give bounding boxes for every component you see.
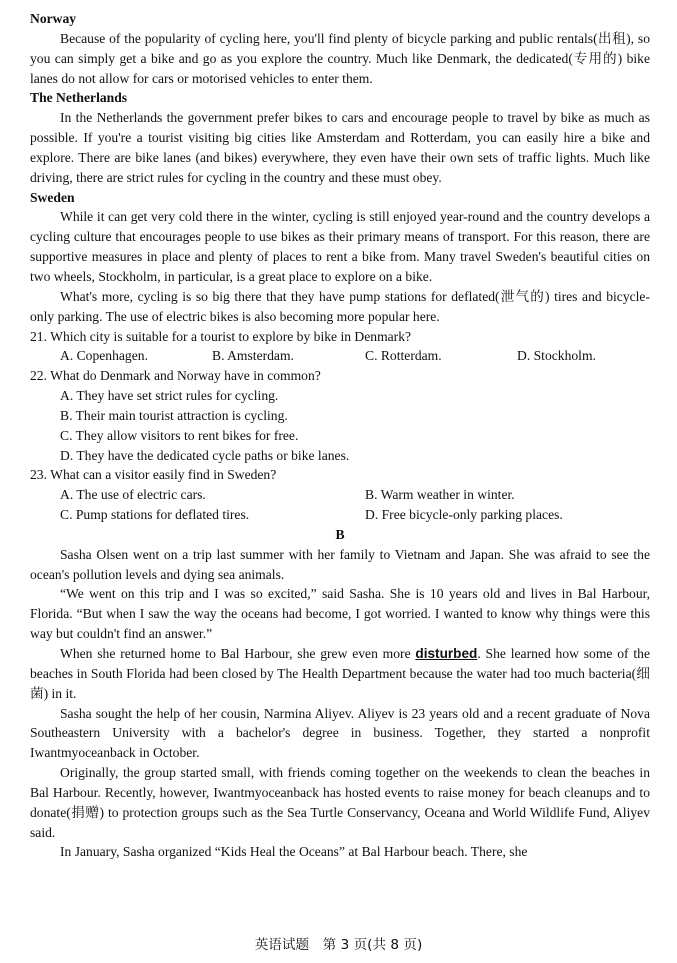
question-21-option-a: A. Copenhagen. <box>60 348 148 364</box>
question-21-options <box>30 346 650 366</box>
passage-b-paragraph-4: Sasha sought the help of her cousin, Narmina Aliyev. Aliyev is 23 years old and a recent graduate of Nova Southeastern University with a bachelor's degree in business. Together, they started a nonprofit Iwantmyoceanback in October. <box>30 705 650 761</box>
question-22-option-a: A. They have set strict rules for cycling. <box>60 388 279 404</box>
question-23-options-row-1 <box>30 485 650 505</box>
question-21-option-b: B. Amsterdam. <box>212 348 294 364</box>
sweden-paragraph-1: While it can get very cold there in the winter, cycling is still enjoyed year-round and the country develops a cycling culture that encourages people to use bikes as their primary means of transport. For this reason, there are supportive measures in place and plenty of places to rent a bike from. Many travel Sweden's beautiful cities on two wheels, Stockholm, in particular, is a great place to explore on a bike. <box>30 209 650 284</box>
question-23-option-c: C. Pump stations for deflated tires. <box>60 507 250 523</box>
question-23-option-a: A. The use of electric cars. <box>60 487 206 503</box>
question-23-option-d: D. Free bicycle-only parking places. <box>365 507 563 523</box>
passage-b-paragraph-2: “We went on this trip and I was so excited,” said Sasha. She is 10 years old and lives in Bal Harbour, Florida. “But when I saw the way the oceans had become, I got worried. I wanted to know why things were this way but couldn't find an answer.” <box>30 586 650 642</box>
passage-b-paragraph-6: In January, Sasha organized “Kids Heal the Oceans” at Bal Harbour beach. There, she <box>60 844 528 860</box>
passage-b-paragraph-3 <box>30 644 650 704</box>
question-22-option-d: D. They have the dedicated cycle paths or bike lanes. <box>60 447 350 463</box>
sweden-paragraph-2: What's more, cycling is so big there that they have pump stations for deflated(泄气的) tires and bicycle-only parking. The use of electric bikes is also becoming more popular here. <box>30 288 650 324</box>
passage-b-paragraph-1: Sasha Olsen went on a trip last summer with her family to Vietnam and Japan. She was afraid to see the ocean's pollution levels and dying sea animals. <box>30 546 650 582</box>
question-21-stem: 21. Which city is suitable for a tourist to explore by bike in Denmark? <box>30 328 412 344</box>
netherlands-paragraph: In the Netherlands the government prefer bikes to cars and encourage people to travel by bike as much as possible. If you're a tourist visiting big cities like Amsterdam and Rotterdam, you can easily hire a bike and explore. There are bike lanes (and bikes) everywhere, they even have their own sets of traffic lights. Much like driving, there are strict rules for cycling in the country and these must obey. <box>30 110 650 185</box>
section-title-sweden: Sweden <box>30 189 75 205</box>
question-23-stem: 23. What can a visitor easily find in Sweden? <box>30 467 277 483</box>
passage-b-paragraph-3-end: . She learned how some of the beaches in South Florida had been closed by The Health Department because the water had too much bacteria(细菌) in it. <box>30 646 650 701</box>
question-23-option-b: B. Warm weather in winter. <box>365 487 515 503</box>
question-22-option-b: B. Their main tourist attraction is cycling. <box>60 407 288 423</box>
page-content <box>30 9 650 862</box>
question-21-option-d: D. Stockholm. <box>517 348 596 364</box>
passage-b-paragraph-3-start: When she returned home to Bal Harbour, she grew even more <box>60 646 416 661</box>
section-title-norway: Norway <box>30 11 77 26</box>
passage-b-paragraph-5: Originally, the group started small, with friends coming together on the weekends to clean the beaches in Bal Harbour. Recently, however, Iwantmyoceanback has hosted events to raise money for beach cleanups and to donate(捐赠) to protection groups such as the Sea Turtle Conservancy, Oceana and World Wildlife Fund, Aliyev said. <box>30 765 650 840</box>
question-21-option-c: C. Rotterdam. <box>365 348 442 364</box>
passage-b-label: B <box>335 526 345 542</box>
highlighted-word-disturbed: disturbed <box>415 646 478 661</box>
question-23-options-row-2 <box>30 505 650 525</box>
page-footer: 英语试题 第 3 页(共 8 页) <box>254 937 423 953</box>
question-22-stem: 22. What do Denmark and Norway have in common? <box>30 368 321 384</box>
norway-paragraph: Because of the popularity of cycling here, you'll find plenty of bicycle parking and public rentals(出租), so you can simply get a bike and go as you explore the country. Much like Denmark, the dedicated(专用的) bike lanes do not allow for cars or motorised vehicles to enter them. <box>30 30 650 86</box>
question-22-option-c: C. They allow visitors to rent bikes for free. <box>60 427 299 443</box>
section-title-netherlands: The Netherlands <box>30 90 128 106</box>
